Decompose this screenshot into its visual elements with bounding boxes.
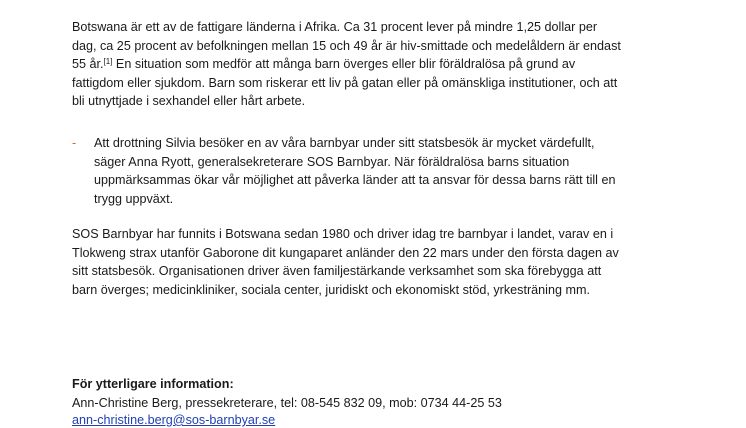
paragraph-line: barn överges; medicinkliniker, sociala center, juridiskt och ekonomiskt stöd, yrkesträning mm. (72, 282, 590, 297)
quote-paragraph (94, 134, 615, 208)
paragraph-line-rest: En situation som medför att många barn överges eller blir föräldralösa på grund av (112, 57, 576, 71)
contact-heading: För ytterligare information: (72, 377, 234, 391)
quote-line: trygg uppväxt. (94, 191, 174, 206)
contact-email-link[interactable]: ann-christine.berg@sos-barnbyar.se (72, 413, 276, 427)
quote-line: Att drottning Silvia besöker en av våra barnbyar under sitt statsbesök är mycket värdefullt, (94, 136, 595, 150)
paragraph-line: SOS Barnbyar har funnits i Botswana sedan 1980 och driver idag tre barnbyar i landet, varav en i (72, 227, 614, 241)
paragraph-line-with-footnote (72, 55, 621, 74)
quote-line: säger Anna Ryott, generalsekreterare SOS Barnbyar. När föräldralösa barns situation (94, 154, 570, 169)
paragraph-line: sitt statsbesök. Organisationen driver även familjestärkande verksamhet som ska förebygga att (72, 264, 602, 278)
footnote-reference[interactable]: [1] (103, 57, 113, 66)
organisation-paragraph (72, 225, 619, 299)
paragraph-line: Tlokweng strax utanför Gaborone dit kungaparet anländer den 22 mars under den första dagen av (72, 245, 619, 260)
paragraph-line: bli utnyttjade i sexhandel eller hårt arbete. (72, 94, 306, 108)
contact-details: Ann-Christine Berg, pressekreterare, tel: 08-545 832 09, mob: 0734 44-25 53 (72, 396, 502, 410)
paragraph-line: fattigdom eller sjukdom. Barn som riskerar ett liv på gatan eller på omänskliga institutioner, och att (72, 75, 618, 90)
quote-bullet: - (72, 136, 77, 150)
quote-line: uppmärksammas ökar vår möjlighet att påverka länder att ta ansvar för dessa barns rätt till en (94, 173, 616, 187)
paragraph-line: dag, ca 25 procent av befolkningen mellan 15 och 49 år är hiv-smittade och medelåldern är endast (72, 38, 621, 53)
intro-paragraph (72, 18, 621, 111)
paragraph-line-start: 55 år. (72, 57, 104, 71)
paragraph-line: Botswana är ett av de fattigare länderna i Afrika. Ca 31 procent lever på mindre 1,25 dollar per (72, 20, 598, 34)
